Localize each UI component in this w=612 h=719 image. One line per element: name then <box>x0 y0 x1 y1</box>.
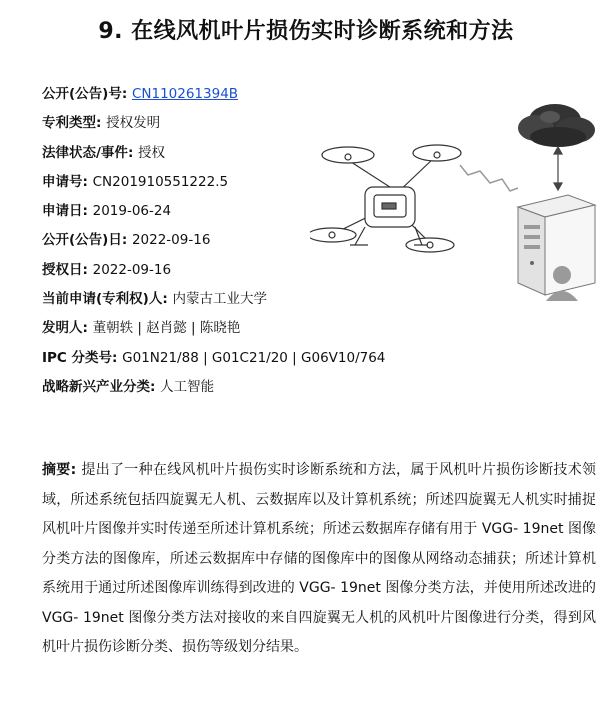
field-separator: : <box>127 144 139 161</box>
abstract-label: 摘要 <box>42 462 71 478</box>
field-label: IPC 分类号 <box>42 349 113 366</box>
field-value: 人工智能 <box>160 378 215 395</box>
field-label: 授权日 <box>42 261 83 278</box>
cloud-icon <box>518 104 595 147</box>
field-separator: : <box>112 349 123 366</box>
field-value: 授权发明 <box>106 115 161 132</box>
field-value: G01N21/88 | G01C21/20 | G06V10/764 <box>122 349 386 366</box>
wireless-signal-icon <box>460 165 518 191</box>
field-value: 董朝轶 | 赵肖懿 | 陈晓艳 <box>92 320 241 337</box>
drone-icon <box>310 145 461 252</box>
field-separator: : <box>162 291 173 308</box>
field-value: 授权 <box>138 144 166 161</box>
field-separator: : <box>82 173 93 190</box>
system-illustration <box>310 95 610 305</box>
link-arrow-icon <box>554 147 562 190</box>
field-inventors <box>42 314 385 343</box>
field-label: 公开(公告)日 <box>42 232 122 249</box>
field-label: 公开(公告)号 <box>42 86 122 102</box>
field-value: 2022-09-16 <box>131 232 211 249</box>
field-label: 申请日 <box>42 203 83 220</box>
field-label: 专利类型 <box>42 115 96 132</box>
field-separator: : <box>82 320 93 337</box>
field-industry <box>42 373 385 402</box>
field-separator: : <box>82 261 93 278</box>
field-separator: : <box>150 378 161 395</box>
page-title: 9. 在线风机叶片损伤实时诊断系统和方法 <box>98 19 514 44</box>
field-label: 当前申请(专利权)人 <box>42 291 163 308</box>
field-separator: : <box>96 115 107 132</box>
field-label: 发明人 <box>42 320 83 337</box>
field-separator: : <box>121 86 132 102</box>
field-value: 内蒙古工业大学 <box>172 291 267 308</box>
field-label: 法律状态/事件 <box>42 144 128 161</box>
field-value: CN201910551222.5 <box>92 173 229 190</box>
abstract-separator: : <box>70 462 82 478</box>
abstract-text: 提出了一种在线风机叶片损伤实时诊断系统和方法，属于风机叶片损伤诊断技术领域，所述系统包括四旋翼无人机、云数据库以及计算机系统；所述四旋翼无人机实时捕捉风机叶片图像并实时传递至所述计算机系统；所述云数据库存储有用于 VGG- 19net 图像分类方法的图像库，所述云数据库中存储的图像库中的图像从网络动态捕获；所述计算机系统用于通过所述图像库训练得到改进的 VGG- 19net 图像分类方法，并使用所述改进的 VGG- 19net 图像分类方法对接收的来自四旋翼无人机的风机叶片图像进行分类，得到风机叶片损伤诊断分类、损伤等级划分结果。 <box>42 462 596 655</box>
field-separator: : <box>121 232 132 249</box>
abstract <box>42 456 596 663</box>
field-separator: : <box>82 203 93 220</box>
publication-number-link[interactable]: CN110261394B <box>131 86 239 102</box>
field-label: 战略新兴产业分类 <box>42 378 150 395</box>
field-value: 2019-06-24 <box>92 203 172 220</box>
field-label: 申请号 <box>42 173 83 190</box>
field-ipc <box>42 344 385 373</box>
field-value: 2022-09-16 <box>92 261 172 278</box>
